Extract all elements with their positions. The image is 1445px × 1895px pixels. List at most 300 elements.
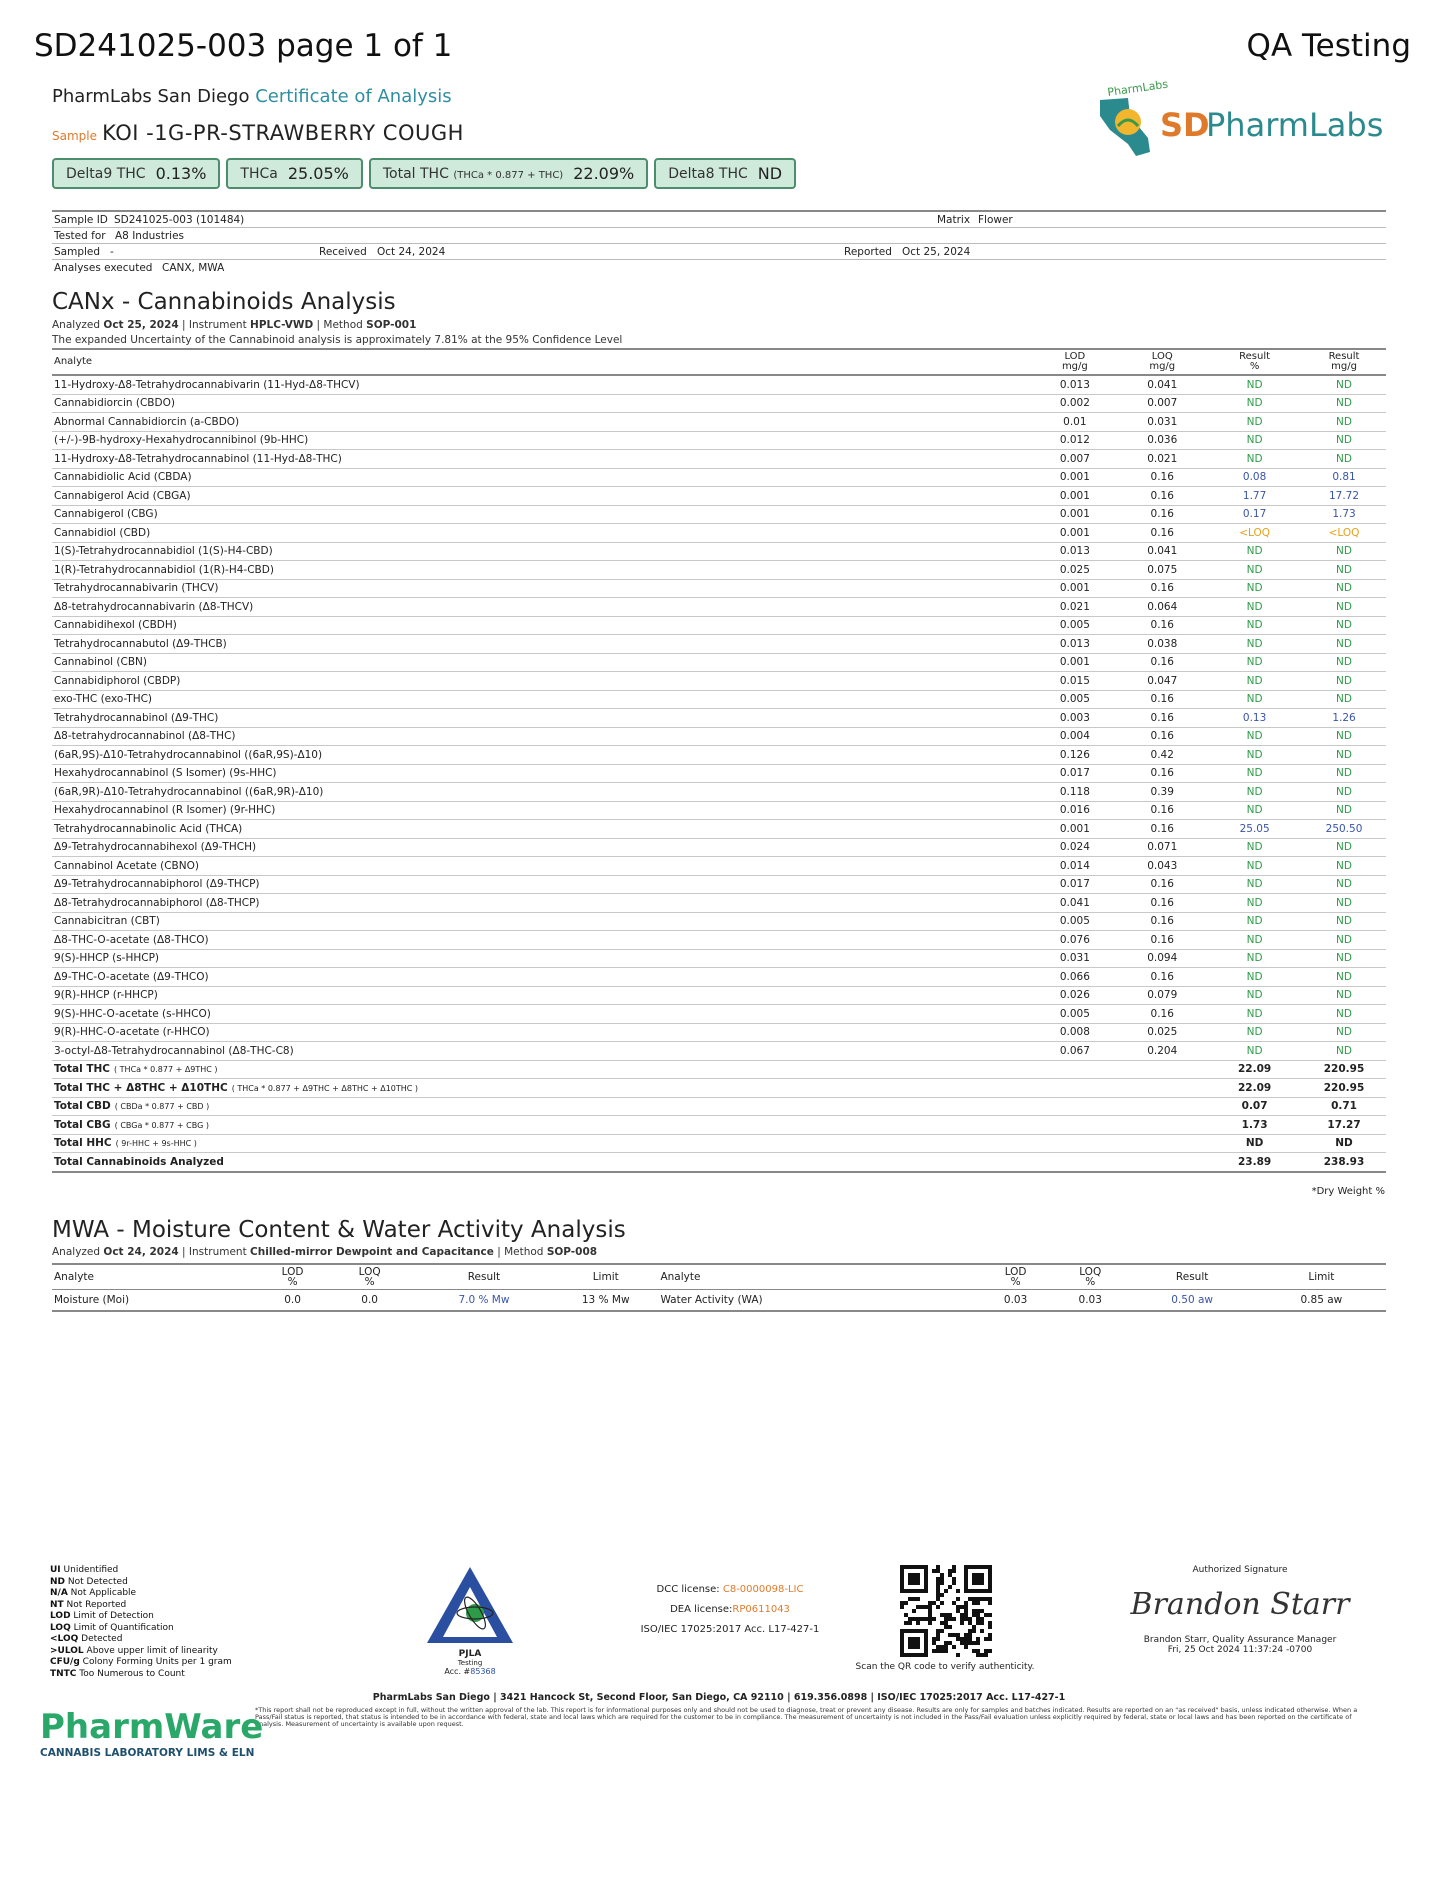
total-formula: ( CBGa * 0.877 + CBG ) <box>114 1120 209 1130</box>
loq-cell: 0.094 <box>1117 949 1207 968</box>
table-row <box>52 487 1386 506</box>
qr-module <box>904 1601 908 1605</box>
legend-value: Too Numerous to Count <box>79 1668 185 1679</box>
result-pct-cell: ND <box>1207 1042 1302 1061</box>
table-row <box>52 653 1386 672</box>
qr-module <box>972 1601 976 1605</box>
legend-item <box>50 1657 232 1669</box>
logo-text-pharmlabs: PharmLabs <box>1206 106 1384 144</box>
qr-module <box>936 1649 940 1653</box>
qr-module <box>964 1637 968 1641</box>
loq-cell: 0.038 <box>1117 635 1207 654</box>
qr-module <box>972 1625 976 1629</box>
qr-module <box>936 1593 940 1597</box>
total-pct-cell: 23.89 <box>1207 1153 1302 1172</box>
qr-module <box>948 1585 952 1589</box>
qr-module <box>972 1613 976 1617</box>
analyzed-label: Analyzed <box>52 1246 101 1258</box>
loq-cell: 0.16 <box>1117 912 1207 931</box>
total-mg-cell: ND <box>1302 1134 1386 1153</box>
lod-cell: 0.066 <box>1032 968 1117 987</box>
legend-key: UI <box>50 1565 61 1575</box>
table-row <box>52 875 1386 894</box>
qr-module <box>984 1597 988 1601</box>
result-pct-cell: ND <box>1207 561 1302 580</box>
received-label: Received <box>319 246 367 258</box>
legend-key: TNTC <box>50 1668 77 1679</box>
qr-module <box>936 1565 940 1569</box>
lab-address-line: PharmLabs San Diego | 3421 Hancock St, Second Floor, San Diego, CA 92110 | 619.356.0898 | ISO/IEC 17025:2017 Acc. L17-427-1 <box>372 1692 1066 1703</box>
total-pct-cell: ND <box>1207 1134 1302 1153</box>
qr-module <box>948 1633 952 1637</box>
total-analyte-cell <box>52 1116 1032 1135</box>
dry-weight-note: *Dry Weight % <box>1311 1186 1385 1197</box>
qr-module <box>944 1649 948 1653</box>
result-pct-cell: 25.05 <box>1207 820 1302 839</box>
analyte-moisture: Moisture (Moi) <box>52 1290 253 1312</box>
total-formula: ( CBDa * 0.877 + CBD ) <box>114 1102 210 1112</box>
qr-module <box>904 1621 908 1625</box>
qr-module <box>968 1633 972 1637</box>
qr-module <box>976 1641 980 1645</box>
lod-value: 0.03 <box>978 1290 1053 1312</box>
pharmware-name: PharmWare <box>40 1707 264 1747</box>
qr-module <box>984 1653 988 1657</box>
loq-cell: 0.007 <box>1117 394 1207 413</box>
pjla-acc-label: Acc. # <box>444 1667 471 1676</box>
qr-module <box>952 1633 956 1637</box>
total-label: Total HHC <box>54 1137 112 1150</box>
result-pct-cell: ND <box>1207 912 1302 931</box>
lod-cell: 0.016 <box>1032 801 1117 820</box>
table-row <box>52 375 1386 394</box>
pharmware-logo <box>40 1700 264 1770</box>
result-mg-cell: <LOQ <box>1302 524 1386 543</box>
result-mg-cell: ND <box>1302 579 1386 598</box>
mwa-meta: Analyzed Oct 24, 2024 | Instrument Chilled-mirror Dewpoint and Capacitance | Method SOP-008 <box>52 1246 598 1258</box>
badge-value: 22.09% <box>573 164 635 183</box>
analyzed-date: Oct 24, 2024 <box>103 1246 179 1258</box>
water-activity-result: 0.50 aw <box>1128 1290 1257 1312</box>
qr-module <box>968 1629 972 1633</box>
result-mg-cell: ND <box>1302 413 1386 432</box>
tested-for-label: Tested for <box>54 230 106 242</box>
qr-module <box>948 1569 952 1573</box>
result-mg-cell: ND <box>1302 894 1386 913</box>
pjla-accreditation <box>425 1565 515 1675</box>
result-mg-cell: ND <box>1302 931 1386 950</box>
loq-cell: 0.16 <box>1117 875 1207 894</box>
dea-label: DEA license: <box>670 1604 733 1615</box>
qr-module <box>956 1653 960 1657</box>
qr-module <box>908 1637 920 1649</box>
table-row <box>52 468 1386 487</box>
total-row <box>52 1134 1386 1153</box>
report-id-page: SD241025-003 page 1 of 1 <box>34 28 453 64</box>
legend-key: LOQ <box>50 1622 71 1633</box>
legend-item <box>50 1646 232 1658</box>
loq-cell: 0.39 <box>1117 783 1207 802</box>
qr-module <box>964 1633 968 1637</box>
qr-module <box>956 1597 960 1601</box>
badge-label-main: Total THC <box>382 165 449 182</box>
qr-module <box>916 1597 920 1601</box>
received: Oct 24, 2024 <box>377 246 446 258</box>
lod-cell: 0.126 <box>1032 746 1117 765</box>
total-pct-cell: 0.07 <box>1207 1097 1302 1116</box>
analyte-cell: 1(S)-Tetrahydrocannabidiol (1(S)-H4-CBD) <box>52 542 1032 561</box>
badge-value: 0.13% <box>155 164 207 183</box>
legend-item <box>50 1577 232 1589</box>
qr-module <box>944 1645 948 1649</box>
legend-key: >ULOL <box>50 1645 84 1656</box>
table-row <box>52 505 1386 524</box>
result-mg-cell: 17.72 <box>1302 487 1386 506</box>
sample-id: SD241025-003 (101484) <box>114 214 245 226</box>
legend-key: LOD <box>50 1611 71 1621</box>
qr-module <box>968 1617 972 1621</box>
loq-cell: 0.036 <box>1117 431 1207 450</box>
california-map-icon <box>1100 98 1150 156</box>
total-analyte-cell <box>52 1153 1032 1172</box>
badge-delta8 <box>654 158 796 189</box>
col-analyte-2: Analyte <box>650 1264 978 1290</box>
lod-cell: 0.005 <box>1032 1005 1117 1024</box>
result-mg-cell: 0.81 <box>1302 468 1386 487</box>
legend-value: Limit of Detection <box>73 1611 154 1621</box>
total-row <box>52 1153 1386 1172</box>
table-row <box>52 949 1386 968</box>
qr-module <box>976 1597 980 1601</box>
analyte-cell: Tetrahydrocannabutol (Δ9-THCB) <box>52 635 1032 654</box>
analyte-cell: Tetrahydrocannabivarin (THCV) <box>52 579 1032 598</box>
qr-module <box>940 1573 944 1577</box>
qr-module <box>916 1605 920 1609</box>
col-result-pct <box>1207 349 1302 375</box>
result-pct-cell: ND <box>1207 875 1302 894</box>
cannabinoid-rows <box>52 375 1386 1172</box>
instrument-label: Instrument <box>188 319 247 331</box>
qr-module <box>936 1637 940 1641</box>
loq-cell: 0.16 <box>1117 894 1207 913</box>
analyte-cell: (+/-)-9B-hydroxy-Hexahydrocannibinol (9b-HHC) <box>52 431 1032 450</box>
empty-cell <box>1117 1097 1207 1116</box>
legend-item <box>50 1669 232 1681</box>
analyte-cell: 9(R)-HHCP (r-HHCP) <box>52 986 1032 1005</box>
loq-cell: 0.16 <box>1117 690 1207 709</box>
total-label: Total Cannabinoids Analyzed <box>54 1155 224 1168</box>
legend-value: Colony Forming Units per 1 gram <box>82 1657 232 1667</box>
loq-cell: 0.043 <box>1117 857 1207 876</box>
analyte-cell: Abnormal Cannabidiorcin (a-CBDO) <box>52 413 1032 432</box>
qr-module <box>984 1613 988 1617</box>
lod-cell: 0.012 <box>1032 431 1117 450</box>
col-result-mg-label: Result <box>1328 351 1360 362</box>
info-row <box>52 228 1386 244</box>
table-row <box>52 690 1386 709</box>
lod-cell: 0.004 <box>1032 727 1117 746</box>
result-mg-cell: ND <box>1302 394 1386 413</box>
result-pct-cell: ND <box>1207 394 1302 413</box>
table-row <box>52 801 1386 820</box>
loq-value: 0.03 <box>1053 1290 1128 1312</box>
qr-module <box>948 1613 952 1617</box>
tested-for: A8 Industries <box>115 230 185 242</box>
col-lod <box>253 1264 333 1290</box>
qr-module <box>972 1629 976 1633</box>
table-row <box>52 394 1386 413</box>
qr-module <box>972 1597 976 1601</box>
legend-value: Unidentified <box>63 1565 119 1575</box>
qr-module <box>976 1637 980 1641</box>
total-row <box>52 1116 1386 1135</box>
sample-label: Sample <box>52 129 97 143</box>
analyte-water-activity: Water Activity (WA) <box>650 1290 978 1312</box>
badge-delta9 <box>52 158 220 189</box>
col-loq-unit: % <box>364 1276 375 1288</box>
loq-cell: 0.079 <box>1117 986 1207 1005</box>
total-label: Total THC + Δ8THC + Δ10THC <box>54 1081 228 1094</box>
total-row <box>52 1097 1386 1116</box>
table-header <box>52 349 1386 375</box>
result-mg-cell: ND <box>1302 690 1386 709</box>
table-row <box>52 764 1386 783</box>
info-row <box>52 260 1386 275</box>
total-row <box>52 1060 1386 1079</box>
result-pct-cell: ND <box>1207 857 1302 876</box>
loq-cell: 0.16 <box>1117 468 1207 487</box>
total-pct-cell: 22.09 <box>1207 1079 1302 1098</box>
qr-module <box>944 1625 948 1629</box>
qr-module <box>964 1645 968 1649</box>
qr-module <box>980 1653 984 1657</box>
loq-cell: 0.16 <box>1117 931 1207 950</box>
result-pct-cell: ND <box>1207 894 1302 913</box>
report-type: QA Testing <box>1246 28 1411 64</box>
dea-number: RP0611043 <box>732 1604 790 1615</box>
method-label: Method <box>504 1246 544 1258</box>
reported: Oct 25, 2024 <box>902 246 971 258</box>
total-pct-cell: 1.73 <box>1207 1116 1302 1135</box>
qr-module <box>968 1641 972 1645</box>
abbreviation-legend <box>50 1565 232 1680</box>
badge-thca <box>226 158 362 189</box>
table-header <box>52 1264 1386 1290</box>
matrix-label: Matrix <box>937 214 971 226</box>
qr-module <box>976 1613 980 1617</box>
result-pct-cell: ND <box>1207 764 1302 783</box>
analyte-cell: 9(R)-HHC-O-acetate (r-HHCO) <box>52 1023 1032 1042</box>
qr-module <box>908 1617 912 1621</box>
instrument-label: Instrument <box>188 1246 247 1258</box>
qr-module <box>948 1641 952 1645</box>
result-pct-cell: ND <box>1207 690 1302 709</box>
lod-cell: 0.013 <box>1032 635 1117 654</box>
qr-module <box>936 1585 940 1589</box>
license-info <box>600 1580 860 1640</box>
col-lod-2 <box>978 1264 1053 1290</box>
analyte-cell: Cannabidiphorol (CBDP) <box>52 672 1032 691</box>
qr-module <box>976 1653 980 1657</box>
legend-item <box>50 1565 232 1577</box>
total-analyte-cell <box>52 1097 1032 1116</box>
qr-module <box>916 1617 920 1621</box>
qr-module <box>932 1637 936 1641</box>
lod-cell: 0.001 <box>1032 653 1117 672</box>
col-lod-label: LOD <box>281 1266 304 1278</box>
qr-module <box>928 1621 932 1625</box>
table-row <box>52 1042 1386 1061</box>
lod-cell: 0.013 <box>1032 542 1117 561</box>
qr-module <box>988 1637 992 1641</box>
table-row <box>52 820 1386 839</box>
result-mg-cell: ND <box>1302 727 1386 746</box>
result-mg-cell: ND <box>1302 450 1386 469</box>
loq-cell: 0.021 <box>1117 450 1207 469</box>
qr-module <box>968 1637 972 1641</box>
qr-module <box>972 1641 976 1645</box>
lab-name: PharmLabs San Diego <box>52 86 250 107</box>
legend-value: Not Reported <box>66 1599 127 1610</box>
empty-cell <box>1117 1060 1207 1079</box>
pjla-logo-icon <box>425 1565 515 1645</box>
loq-cell: 0.047 <box>1117 672 1207 691</box>
qr-module <box>940 1621 944 1625</box>
table-row <box>52 968 1386 987</box>
doc-type: Certificate of Analysis <box>255 86 452 107</box>
result-mg-cell: ND <box>1302 1023 1386 1042</box>
logo-text-sd: SD <box>1160 106 1210 144</box>
qr-module <box>940 1629 944 1633</box>
qr-module <box>964 1613 968 1617</box>
sdpharmlabs-logo <box>1088 77 1388 166</box>
col-result: Result <box>407 1264 561 1290</box>
col-lod-unit: mg/g <box>1061 361 1088 372</box>
lod-cell: 0.017 <box>1032 875 1117 894</box>
qr-module <box>912 1609 916 1613</box>
logo-arc-text: PharmLabs <box>1106 77 1169 99</box>
col-lod-label: LOD <box>1004 1266 1027 1278</box>
total-mg-cell: 238.93 <box>1302 1153 1386 1172</box>
analyte-cell: Cannabidihexol (CBDH) <box>52 616 1032 635</box>
qr-module <box>928 1605 932 1609</box>
qr-module <box>964 1609 968 1613</box>
qr-module <box>900 1605 904 1609</box>
signature-block <box>1090 1565 1390 1655</box>
result-pct-cell: ND <box>1207 672 1302 691</box>
result-pct-cell: ND <box>1207 968 1302 987</box>
table-row <box>52 727 1386 746</box>
analyte-cell: Hexahydrocannabinol (S Isomer) (9s-HHC) <box>52 764 1032 783</box>
empty-cell <box>1117 1134 1207 1153</box>
qr-module <box>936 1633 940 1637</box>
result-mg-cell: ND <box>1302 783 1386 802</box>
legend-item <box>50 1634 232 1646</box>
analyte-cell: Cannabigerol (CBG) <box>52 505 1032 524</box>
col-analyte: Analyte <box>52 349 1032 375</box>
qr-module <box>952 1565 956 1569</box>
qr-module <box>956 1633 960 1637</box>
analyte-cell: Cannabinol Acetate (CBNO) <box>52 857 1032 876</box>
result-pct-cell: ND <box>1207 801 1302 820</box>
loq-cell: 0.16 <box>1117 968 1207 987</box>
lod-cell: 0.025 <box>1032 561 1117 580</box>
qr-module <box>972 1609 976 1613</box>
col-lod-unit: % <box>287 1276 298 1288</box>
analyte-cell: Δ8-Tetrahydrocannabiphorol (Δ8-THCP) <box>52 894 1032 913</box>
result-mg-cell: ND <box>1302 764 1386 783</box>
empty-cell <box>1032 1116 1117 1135</box>
result-pct-cell: ND <box>1207 1023 1302 1042</box>
result-mg-cell: ND <box>1302 672 1386 691</box>
dea-license <box>600 1600 860 1620</box>
qr-module <box>928 1613 932 1617</box>
moisture-result: 7.0 % Mw <box>407 1290 561 1312</box>
table-row <box>52 413 1386 432</box>
qr-module <box>956 1589 960 1593</box>
result-pct-cell: ND <box>1207 413 1302 432</box>
sample-id-label: Sample ID <box>54 214 108 226</box>
pjla-sub: Testing <box>457 1659 483 1667</box>
table-row <box>52 635 1386 654</box>
lod-cell: 0.001 <box>1032 487 1117 506</box>
method: SOP-008 <box>546 1246 598 1258</box>
loq-cell: 0.16 <box>1117 653 1207 672</box>
lod-cell: 0.01 <box>1032 413 1117 432</box>
uncertainty-note: The expanded Uncertainty of the Cannabinoid analysis is approximately 7.81% at the 95% Confidence Level <box>52 334 623 346</box>
analyte-cell: 3-octyl-Δ8-Tetrahydrocannabinol (Δ8-THC-C8) <box>52 1042 1032 1061</box>
verification-qr-code[interactable] <box>900 1565 992 1657</box>
table-row <box>52 931 1386 950</box>
analyte-cell: Cannabidiol (CBD) <box>52 524 1032 543</box>
badge-total-thc <box>369 158 648 189</box>
result-pct-cell: ND <box>1207 838 1302 857</box>
qr-module <box>952 1581 956 1585</box>
qr-module <box>940 1601 944 1605</box>
qr-module <box>964 1605 968 1609</box>
col-loq-label: LOQ <box>1079 1266 1102 1278</box>
lod-cell: 0.017 <box>1032 764 1117 783</box>
qr-module <box>988 1633 992 1637</box>
col-loq <box>1117 349 1207 375</box>
analyte-cell: Δ9-Tetrahydrocannabihexol (Δ9-THCH) <box>52 838 1032 857</box>
signature-label: Authorized Signature <box>1192 1565 1288 1575</box>
loq-cell: 0.041 <box>1117 542 1207 561</box>
legend-key: N/A <box>50 1588 68 1598</box>
qr-module <box>964 1601 968 1605</box>
result-mg-cell: ND <box>1302 857 1386 876</box>
qr-module <box>976 1621 980 1625</box>
qr-module <box>988 1621 992 1625</box>
analyte-cell: Cannabicitran (CBT) <box>52 912 1032 931</box>
loq-cell: 0.42 <box>1117 746 1207 765</box>
total-mg-cell: 17.27 <box>1302 1116 1386 1135</box>
loq-cell: 0.041 <box>1117 375 1207 394</box>
legend-item <box>50 1588 232 1600</box>
total-analyte-cell <box>52 1060 1032 1079</box>
result-pct-cell: ND <box>1207 598 1302 617</box>
result-mg-cell: ND <box>1302 912 1386 931</box>
qr-module <box>952 1569 956 1573</box>
potency-badges <box>52 158 796 189</box>
lod-cell: 0.008 <box>1032 1023 1117 1042</box>
result-mg-cell: 250.50 <box>1302 820 1386 839</box>
loq-cell: 0.031 <box>1117 413 1207 432</box>
total-mg-cell: 220.95 <box>1302 1060 1386 1079</box>
legend-key: NT <box>50 1599 64 1610</box>
result-mg-cell: ND <box>1302 375 1386 394</box>
total-formula: ( THCa * 0.877 + Δ9THC ) <box>114 1065 218 1075</box>
